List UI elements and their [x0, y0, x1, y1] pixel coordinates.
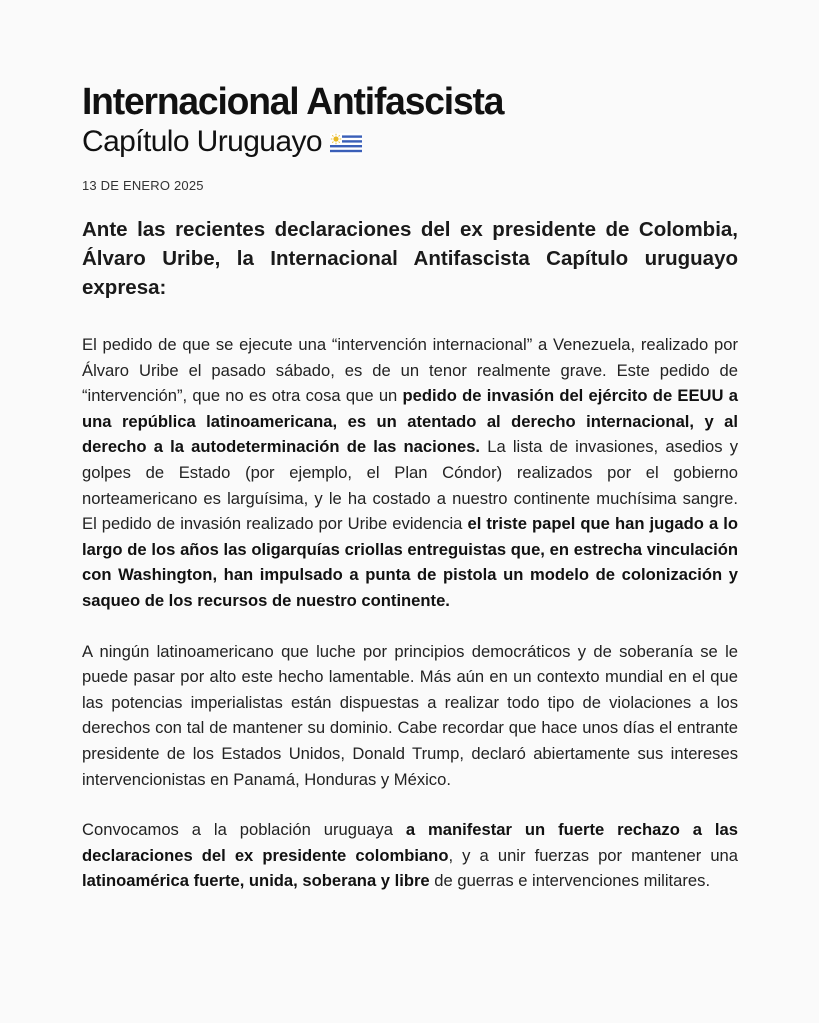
- paragraph-text: , y a unir fuerzas por mantener una: [448, 845, 739, 865]
- subtitle-row: [82, 124, 738, 160]
- body-paragraph-1: [82, 332, 738, 614]
- statement-document: [82, 80, 738, 894]
- paragraph-bold-text: a manifestar un fuerte rechazo a las declaraciones del ex presidente colombiano: [82, 820, 738, 865]
- page-title: Internacional Antifascista: [82, 81, 504, 123]
- paragraph-bold-text: pedido de invasión del ejército de EEUU a una república latinoamericana, es un atentado al derecho internacional, y al derecho a la autodeterminación de las naciones.: [82, 386, 738, 457]
- paragraph-text: El pedido de que se ejecute una “intervención internacional” a Venezuela, realizado por Álvaro Uribe el pasado sábado, es de un tenor realmente grave. Este pedido de “intervención”, que no es otra cosa que un: [82, 335, 738, 406]
- paragraph-text: La lista de invasiones, asedios y golpes de Estado (por ejemplo, el Plan Cóndor) realizados por el gobierno norteamericano es larguísima, y le ha costado a nuestro continente muchísima sangre. El pedido de invasión realizado por Uribe evidencia: [82, 437, 738, 534]
- paragraph-text: A ningún latinoamericano que luche por principios democráticos y de soberanía se le puede pasar por alto este hecho lamentable. Más aún en un contexto mundial en el que las potencias imperialistas están dispuestas a realizar todo tipo de violaciones a los derechos con tal de mantener su dominio. Cabe recordar que hace unos días el entrante presidente de los Estados Unidos, Donald Trump, declaró abiertamente sus intereses intervencionistas en Panamá, Honduras y México.: [82, 641, 738, 789]
- page-subtitle: Capítulo Uruguayo: [82, 125, 322, 158]
- uruguay-flag-icon: [330, 133, 362, 155]
- paragraph-text: Convocamos a la población uruguaya: [82, 820, 406, 840]
- body-paragraph-3: [82, 817, 738, 894]
- paragraph-text: de guerras e intervenciones militares.: [429, 871, 711, 891]
- lead-statement: Ante las recientes declaraciones del ex presidente de Colombia, Álvaro Uribe, la Internacional Antifascista Capítulo uruguayo expresa:: [82, 218, 738, 299]
- body-paragraph-2: [82, 639, 738, 793]
- paragraph-bold-text: latinoamérica fuerte, unida, soberana y libre: [82, 871, 430, 891]
- paragraph-bold-text: el triste papel que han jugado a lo largo de los años las oligarquías criollas entreguistas que, en estrecha vinculación con Washington, han impulsado a punta de pistola un modelo de colonización y saqueo de los recursos de nuestro continente.: [82, 514, 738, 610]
- publication-date: 13 DE ENERO 2025: [82, 178, 204, 193]
